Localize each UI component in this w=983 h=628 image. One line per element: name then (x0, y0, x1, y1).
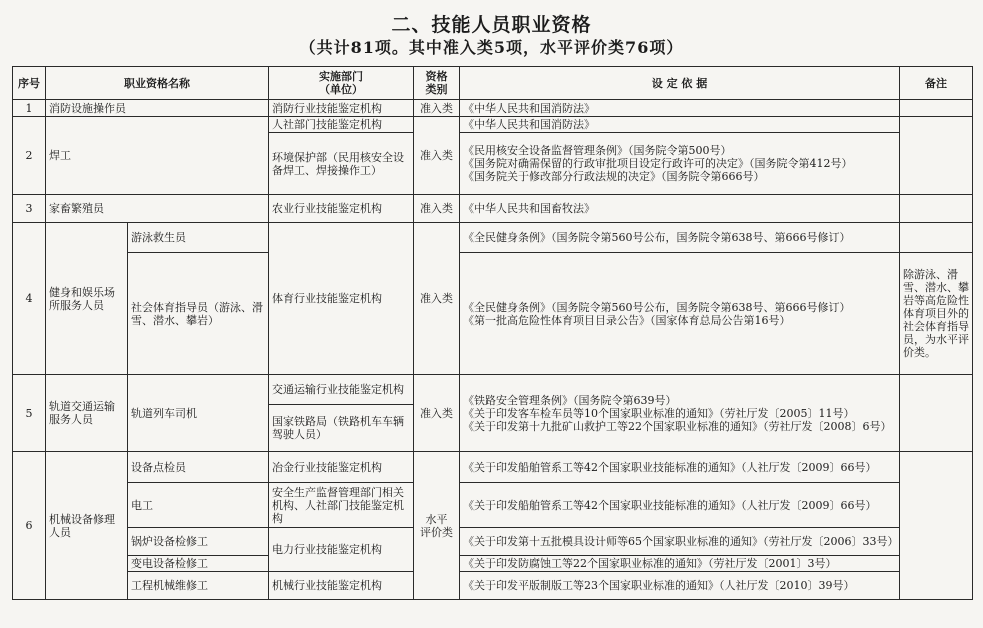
header-cat-line1: 资格 (425, 70, 448, 83)
table-row (13, 375, 973, 405)
header-dept-line2: （单位） (319, 83, 363, 96)
row-name: 焊工 (46, 117, 269, 195)
row-dept: 环境保护部（民用核安全设备焊工、焊接操作工） (269, 133, 414, 195)
row-note (900, 100, 973, 117)
row-note (900, 375, 973, 452)
row-dept: 电力行业技能鉴定机构 (269, 528, 414, 572)
basis-line: 《全民健身条例》（国务院令第560号公布，国务院令第638号、第666号修订） (463, 300, 851, 314)
row-seq: 6 (13, 452, 46, 600)
row-basis: 《关于印发第十五批模具设计师等65个国家职业标准的通知》（劳社厅发〔2006〕33号） (460, 528, 900, 556)
table-row (13, 223, 973, 253)
row-dept: 交通运输行业技能鉴定机构 (269, 375, 414, 405)
row-dept: 安全生产监督管理部门相关机构、人社部门技能鉴定机构 (269, 483, 414, 528)
row-category: 准入类 (414, 100, 460, 117)
row-name: 消防设施操作员 (46, 100, 269, 117)
row-subname: 轨道列车司机 (128, 375, 269, 452)
row-subname: 变电设备检修工 (128, 556, 269, 572)
row-subname: 设备点检员 (128, 452, 269, 483)
category-line: 评价类 (420, 525, 453, 539)
row-category (414, 452, 460, 600)
basis-line: 《民用核安全设备监督管理条例》（国务院令第500号） (463, 144, 732, 157)
row-subname: 锅炉设备检修工 (128, 528, 269, 556)
row-dept: 人社部门技能鉴定机构 (269, 117, 414, 133)
table-row (13, 195, 973, 223)
table-row (13, 572, 973, 600)
table-row (13, 452, 973, 483)
row-category: 准入类 (414, 117, 460, 195)
row-basis (460, 133, 900, 195)
basis-line: 《国务院关于修改部分行政法规的决定》（国务院令第666号） (463, 170, 765, 183)
header-seq: 序号 (13, 67, 46, 100)
row-category: 准入类 (414, 375, 460, 452)
row-dept: 冶金行业技能鉴定机构 (269, 452, 414, 483)
row-dept: 体育行业技能鉴定机构 (269, 223, 414, 375)
basis-line: 《关于印发客车检车员等10个国家职业标准的通知》（劳社厅发〔2005〕11号） (463, 406, 855, 420)
row-dept: 农业行业技能鉴定机构 (269, 195, 414, 223)
row-seq: 1 (13, 100, 46, 117)
header-category (414, 67, 460, 100)
basis-line: 《第一批高危险性体育项目目录公告》（国家体育总局公告第16号） (463, 313, 791, 327)
row-subname: 游泳救生员 (128, 223, 269, 253)
row-subname: 电工 (128, 483, 269, 528)
row-subname: 工程机械维修工 (128, 572, 269, 600)
row-seq: 5 (13, 375, 46, 452)
row-basis: 《中华人民共和国消防法》 (460, 117, 900, 133)
row-seq: 3 (13, 195, 46, 223)
row-category: 准入类 (414, 195, 460, 223)
row-dept: 机械行业技能鉴定机构 (269, 572, 414, 600)
row-dept: 国家铁路局（铁路机车车辆驾驶人员） (269, 405, 414, 452)
row-basis: 《全民健身条例》（国务院令第560号公布，国务院令第638号、第666号修订） (460, 223, 900, 253)
row-group: 健身和娱乐场所服务人员 (46, 223, 128, 375)
header-name: 职业资格名称 (46, 67, 269, 100)
page-subtitle: （共计81项。其中准入类5项，水平评价类76项） (299, 38, 684, 57)
row-basis: 《中华人民共和国畜牧法》 (460, 195, 900, 223)
row-basis: 《关于印发防腐蚀工等22个国家职业标准的通知》（劳社厅发〔2001〕3号） (460, 556, 900, 572)
row-basis (460, 375, 900, 452)
row-note (900, 195, 973, 223)
header-dept (269, 67, 414, 100)
row-basis (460, 253, 900, 375)
row-group: 轨道交通运输服务人员 (46, 375, 128, 452)
table-row (13, 253, 973, 375)
table-row (13, 556, 973, 572)
basis-line: 《国务院对确需保留的行政审批项目设定行政许可的决定》（国务院令第412号） (463, 157, 853, 170)
header-note: 备注 (900, 67, 973, 100)
category-line: 水平 (425, 512, 448, 526)
row-name: 家畜繁殖员 (46, 195, 269, 223)
qualification-table (12, 66, 973, 600)
row-dept: 消防行业技能鉴定机构 (269, 100, 414, 117)
basis-line: 《铁路安全管理条例》（国务院令第639号） (463, 393, 677, 407)
row-group: 机械设备修理人员 (46, 452, 128, 600)
row-basis: 《关于印发船舶管系工等42个国家职业技能标准的通知》（人社厅发〔2009〕66号） (460, 483, 900, 528)
row-basis: 《中华人民共和国消防法》 (460, 100, 900, 117)
table-row (13, 100, 973, 117)
row-category: 准入类 (414, 223, 460, 375)
row-basis: 《关于印发船舶管系工等42个国家职业技能标准的通知》（人社厅发〔2009〕66号） (460, 452, 900, 483)
table-row (13, 117, 973, 133)
header-cat-line2: 类别 (425, 83, 448, 96)
row-seq: 2 (13, 117, 46, 195)
row-note (900, 223, 973, 253)
header-dept-line1: 实施部门 (319, 70, 363, 83)
header-row (13, 67, 973, 100)
header-basis: 设 定 依 据 (460, 67, 900, 100)
table-row (13, 483, 973, 528)
row-note (900, 117, 973, 195)
row-seq: 4 (13, 223, 46, 375)
row-note: 除游泳、滑雪、潜水、攀岩等高危险性体育项目外的社会体育指导员，为水平评价类。 (900, 253, 973, 375)
table-row (13, 528, 973, 556)
basis-line: 《关于印发第十九批矿山救护工等22个国家职业标准的通知》（劳社厅发〔2008〕6号） (463, 419, 892, 433)
page-title: 二、技能人员职业资格 (391, 14, 592, 36)
row-basis: 《关于印发平版制版工等23个国家职业标准的通知》（人社厅发〔2010〕39号） (460, 572, 900, 600)
row-subname: 社会体育指导员（游泳、滑雪、潜水、攀岩） (128, 253, 269, 375)
row-note (900, 452, 973, 600)
